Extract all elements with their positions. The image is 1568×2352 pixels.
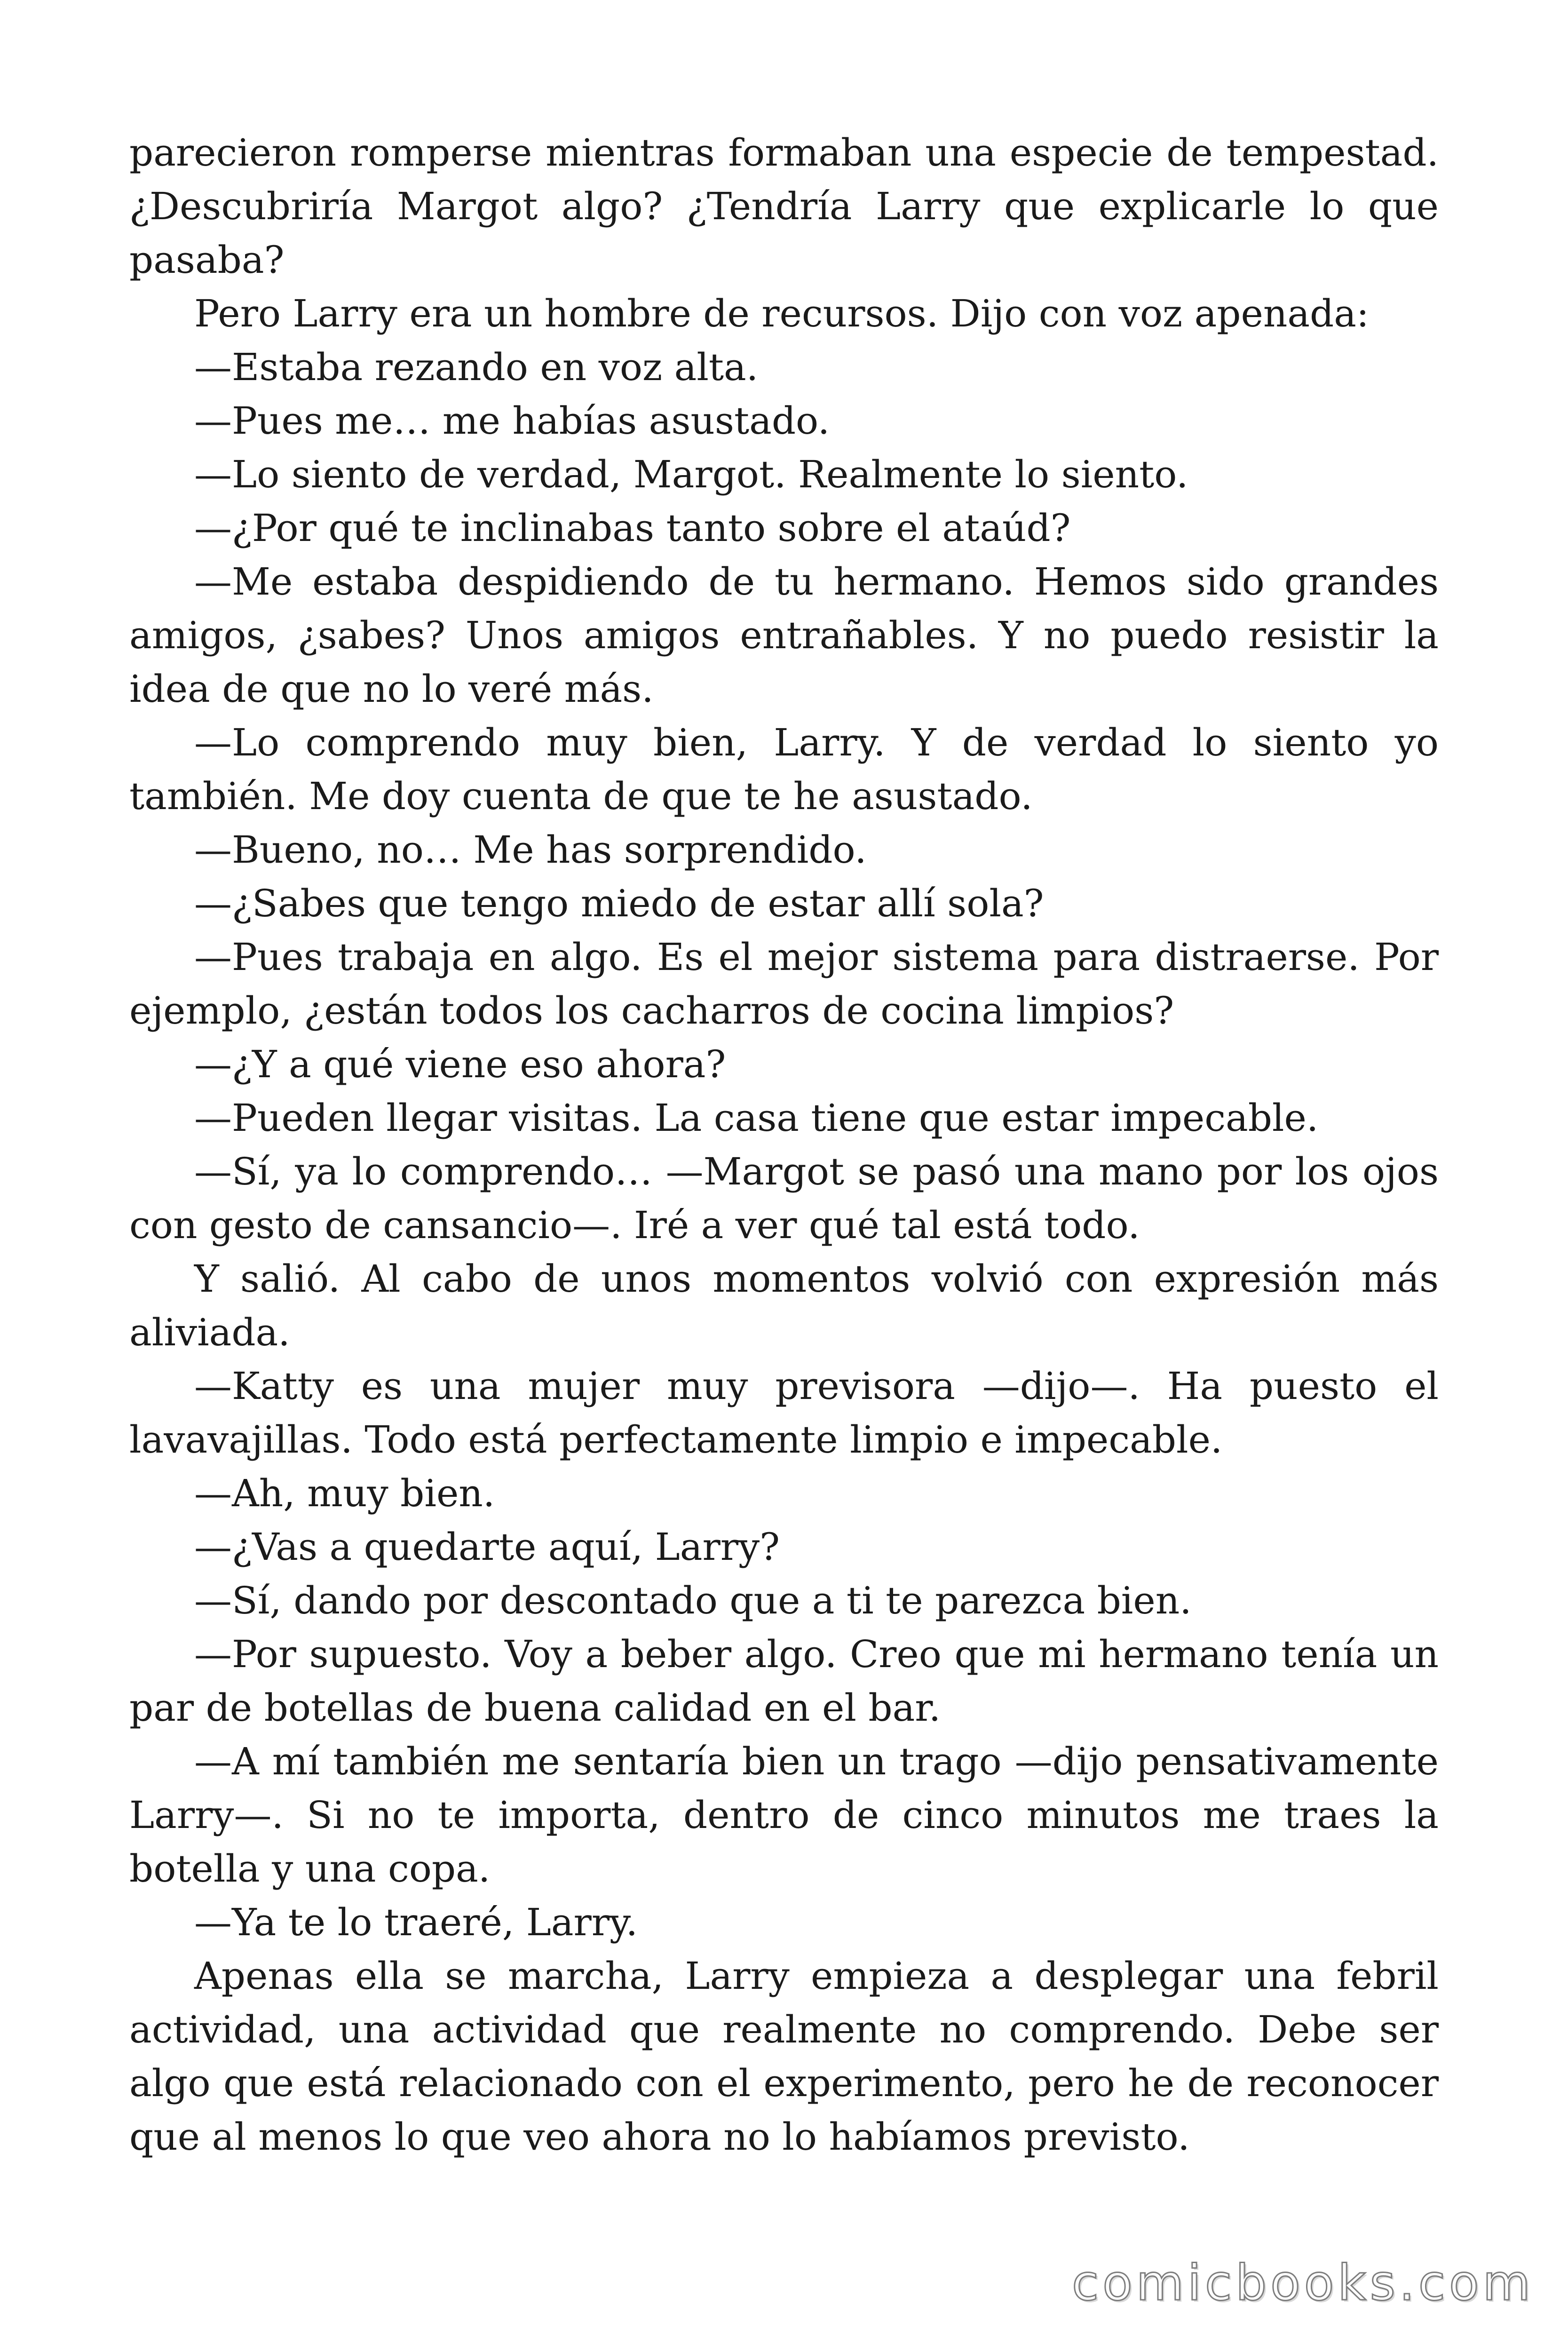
dialogue-line: —Lo comprendo muy bien, Larry. Y de verdad lo siento yo también. Me doy cuenta de que te he asustado. (129, 721, 1439, 818)
dialogue-line: —Me estaba despidiendo de tu hermano. Hemos sido grandes amigos, ¿sabes? Unos amigos entrañables. Y no puedo resistir la idea de que no lo veré más. (129, 560, 1439, 711)
dialogue-line: —Lo siento de verdad, Margot. Realmente lo siento. (194, 453, 1188, 496)
dialogue-line: —Katty es una mujer muy previsora —dijo—. Ha puesto el lavavajillas. Todo está perfectamente limpio e impecable. (129, 1364, 1439, 1462)
watermark: comicbooks.com (1071, 2254, 1534, 2312)
dialogue-line: —¿Vas a quedarte aquí, Larry? (194, 1525, 780, 1569)
body-text (129, 126, 1439, 2164)
paragraph: Pero Larry era un hombre de recursos. Dijo con voz apenada: (194, 292, 1369, 335)
paragraph: Apenas ella se marcha, Larry empieza a desplegar una febril actividad, una actividad que realmente no comprendo. Debe ser algo que está relacionado con el experimento, pero he de reconocer que al menos lo que veo ahora no lo habíamos previsto. (129, 1954, 1439, 2159)
dialogue-line: —Pues trabaja en algo. Es el mejor sistema para distraerse. Por ejemplo, ¿están todos los cacharros de cocina limpios? (129, 935, 1439, 1033)
dialogue-line: —Ya te lo traeré, Larry. (194, 1900, 638, 1944)
paragraph: Y salió. Al cabo de unos momentos volvió con expresión más aliviada. (129, 1257, 1439, 1354)
dialogue-line: —Por supuesto. Voy a beber algo. Creo que mi hermano tenía un par de botellas de buena calidad en el bar. (129, 1632, 1439, 1730)
dialogue-line: —Pueden llegar visitas. La casa tiene que estar impecable. (194, 1096, 1319, 1140)
dialogue-line: —Estaba rezando en voz alta. (194, 345, 759, 389)
dialogue-line: —Pues me… me habías asustado. (194, 399, 830, 443)
dialogue-line: —¿Y a qué viene eso ahora? (194, 1042, 726, 1086)
dialogue-line: —¿Por qué te inclinabas tanto sobre el ataúd? (194, 506, 1071, 550)
dialogue-line: —Sí, ya lo comprendo… —Margot se pasó una mano por los ojos con gesto de cansancio—. Iré a ver qué tal está todo. (129, 1150, 1439, 1247)
dialogue-line: —¿Sabes que tengo miedo de estar allí sola? (194, 882, 1044, 925)
dialogue-line: —Bueno, no… Me has sorprendido. (194, 828, 867, 872)
dialogue-line: —Sí, dando por descontado que a ti te parezca bien. (194, 1579, 1192, 1622)
paragraph: parecieron romperse mientras formaban una especie de tempestad. ¿Descubriría Margot algo? ¿Tendría Larry que explicarle lo que pasaba? (129, 131, 1439, 282)
dialogue-line: —A mí también me sentaría bien un trago —dijo pensativamente Larry—. Si no te importa, dentro de cinco minutos me traes la botella y una copa. (129, 1740, 1439, 1891)
dialogue-line: —Ah, muy bien. (194, 1471, 495, 1515)
